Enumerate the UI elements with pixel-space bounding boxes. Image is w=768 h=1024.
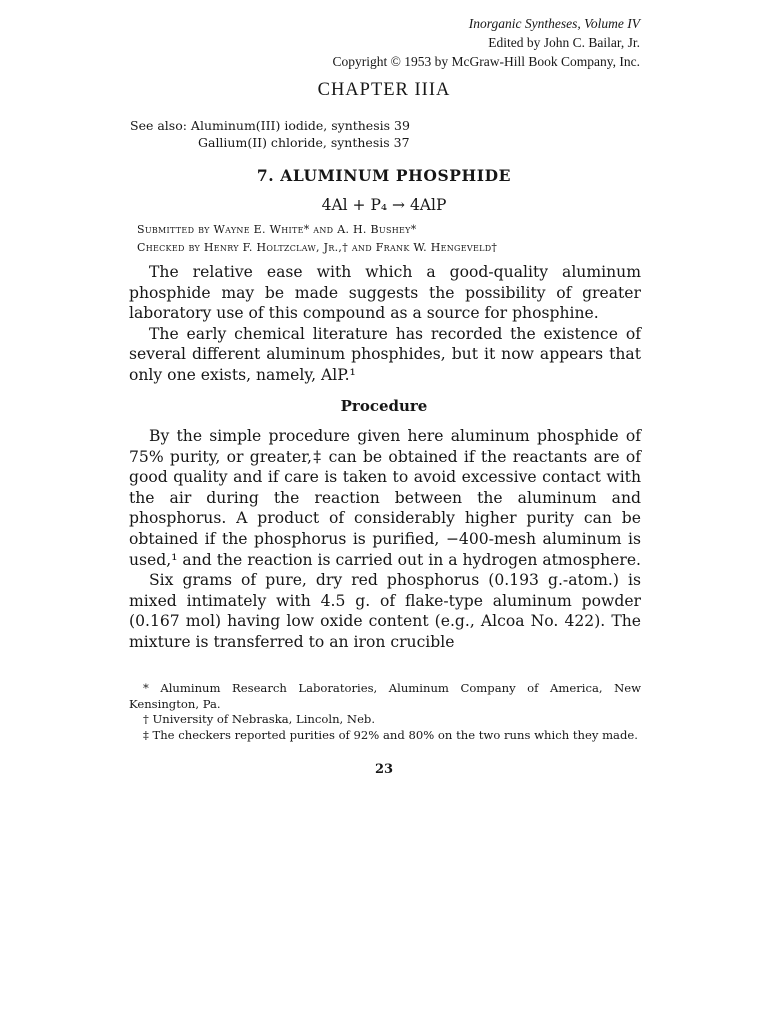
credits-block: [137, 221, 497, 257]
page-number: 23: [374, 762, 394, 777]
section-heading: Procedure: [340, 397, 428, 415]
series-title: Inorganic Syntheses, Volume IV: [468, 16, 640, 31]
submitted-by-line: Submitted by Wayne E. White* and A. H. Bushey*: [137, 223, 417, 236]
footnote: ‡ The checkers reported purities of 92% and 80% on the two runs which they made.: [143, 727, 638, 742]
footnote: † University of Nebraska, Lincoln, Neb.: [143, 712, 376, 726]
see-also-item: Gallium(II) chloride, synthesis 37: [198, 135, 410, 150]
checked-by-line: Checked by Henry F. Holtzclaw, Jr.,† and Frank W. Hengeveld†: [137, 241, 498, 254]
see-also-item: Aluminum(III) iodide, synthesis 39: [190, 118, 410, 133]
chapter-heading: CHAPTER IIIA: [317, 80, 451, 100]
paragraph: Six grams of pure, dry red phosphorus (0.193 g.-atom.) is mixed intimately with 4.5 g. of flake-type aluminum powder (0.167 mol) having low oxide content (e.g., Alcoa No. 422). The mixture is transferred to an iron crucible: [129, 571, 641, 651]
bibliographic-header: [333, 14, 640, 71]
editor-line: Edited by John C. Bailar, Jr.: [488, 35, 640, 50]
introduction-text: [129, 262, 641, 386]
footnote: * Aluminum Research Laboratories, Aluminum Company of America, New Kensington, Pa.: [129, 681, 641, 711]
footnotes: [129, 681, 641, 743]
synthesis-title: 7. ALUMINUM PHOSPHIDE: [256, 166, 512, 185]
paragraph: The relative ease with which a good-quality aluminum phosphide may be made suggests the possibility of greater laboratory use of this compound as a source for phosphine.: [129, 263, 641, 323]
copyright-line: Copyright © 1953 by McGraw-Hill Book Company, Inc.: [332, 54, 640, 69]
procedure-text: [129, 426, 641, 653]
paragraph: By the simple procedure given here aluminum phosphide of 75% purity, or greater,‡ can be obtained if the reactants are of good quality and if care is taken to avoid excessive contact with the air during the reaction between the aluminum and phosphorus. A product of considerably higher purity can be obtained if the phosphorus is purified, −400-mesh aluminum is used,¹ and the reaction is carried out in a hydrogen atmosphere.: [129, 427, 642, 569]
paragraph: The early chemical literature has recorded the existence of several different aluminum phosphides, but it now appears that only one exists, namely, AlP.¹: [129, 324, 641, 384]
see-also-label: See also:: [130, 118, 187, 133]
reaction-equation: 4Al + P₄ → 4AlP: [321, 196, 447, 214]
see-also-block: [130, 117, 410, 151]
